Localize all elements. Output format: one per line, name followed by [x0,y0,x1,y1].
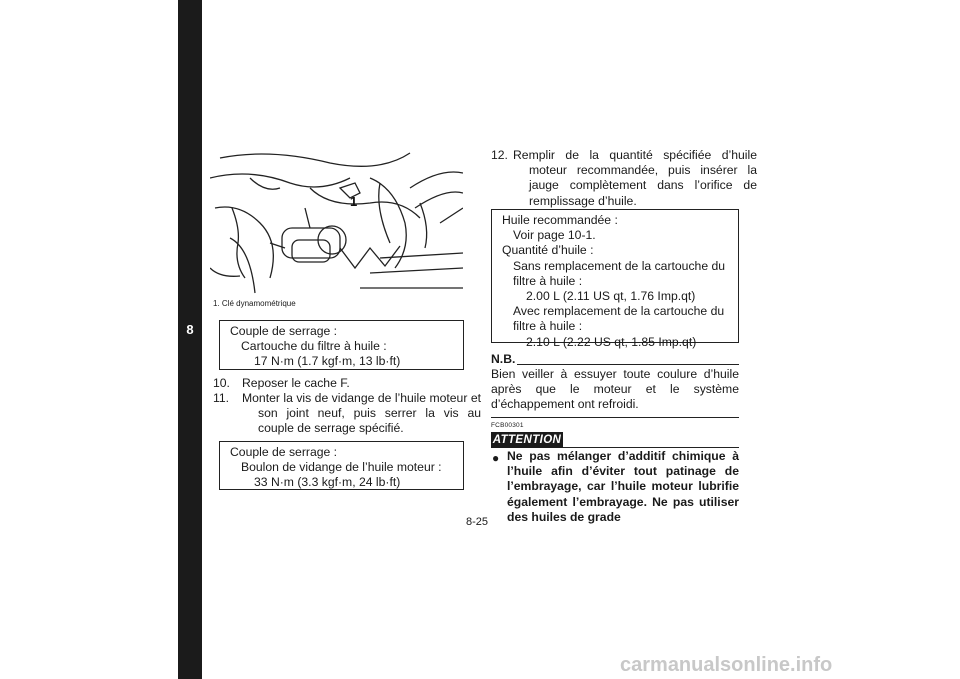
page-number: 8-25 [466,516,489,528]
step-12 [491,148,757,210]
spec-line: filtre à huile : [513,273,583,288]
note-label: N.B. [491,352,516,366]
step-text: Monter la vis de vidange de l’huile moteur et son joint neuf, puis serrer la vis au couple de serrage spécifié. [242,391,481,436]
step-number: 11. [213,391,230,405]
spec-heading: Couple de serrage : [230,445,338,459]
note-text: Bien veiller à essuyer toute coulure d’huile après que le moteur et le système d’échappement ont refroidi. [491,367,739,412]
spec-item: Boulon de vidange de l’huile moteur : [241,460,442,475]
attention-text: Ne pas mélanger d’additif chimique à l’huile afin d’éviter tout patinage de l’embrayage, car l’huile moteur lubrifie également l’embrayage. Ne pas utiliser des huiles de grade [507,449,739,524]
spec-value: 2.00 L (2.11 US qt, 1.76 Imp.qt) [526,289,696,304]
spec-item: Cartouche du filtre à huile : [241,339,387,354]
attention-rule [563,447,739,448]
oil-filter-illustration [210,148,463,298]
oil-spec-box [491,209,739,349]
figure-caption: 1. Clé dynamométrique [213,299,296,308]
bullet-icon: ● [492,451,500,465]
spec-value: 17 N·m (1.7 kgf·m, 13 lb·ft) [254,354,401,369]
spec-line: filtre à huile : [513,319,583,334]
attention-banner: ATTENTION [492,434,562,446]
step-number: 10. [213,376,230,390]
note-rule [517,364,739,365]
step-11 [213,391,481,437]
spec-line: Quantité d’huile : [502,243,594,258]
spec-value: 2.10 L (2.22 US qt, 1.85 Imp.qt) [526,334,697,349]
chapter-number: 8 [186,322,194,337]
attention-code: FCB00301 [491,422,524,429]
spec-line: Sans remplacement de la cartouche du [513,258,726,273]
spec-line: Avec remplacement de la cartouche du [513,304,725,319]
spec-value: 33 N·m (3.3 kgf·m, 24 lb·ft) [254,475,401,490]
note-divider [491,417,739,418]
figure-callout: 1 [350,194,358,209]
watermark: carmanualsonline.info [620,654,833,676]
chapter-tab [178,0,202,679]
step-number: 12. [491,148,508,162]
step-text: Reposer le cache F. [242,376,350,390]
spec-heading: Couple de serrage : [230,324,338,338]
torque-spec-box-drain [219,441,464,490]
step-text: Remplir de la quantité spécifiée d’huile moteur recommandée, puis insérer la jauge complètement dans l’orifice de remplissage d’huile. [513,148,757,208]
torque-spec-box-filter [219,320,464,370]
step-10 [213,376,465,392]
spec-line: Huile recommandée : [502,213,618,227]
spec-line: Voir page 10-1. [513,228,596,243]
